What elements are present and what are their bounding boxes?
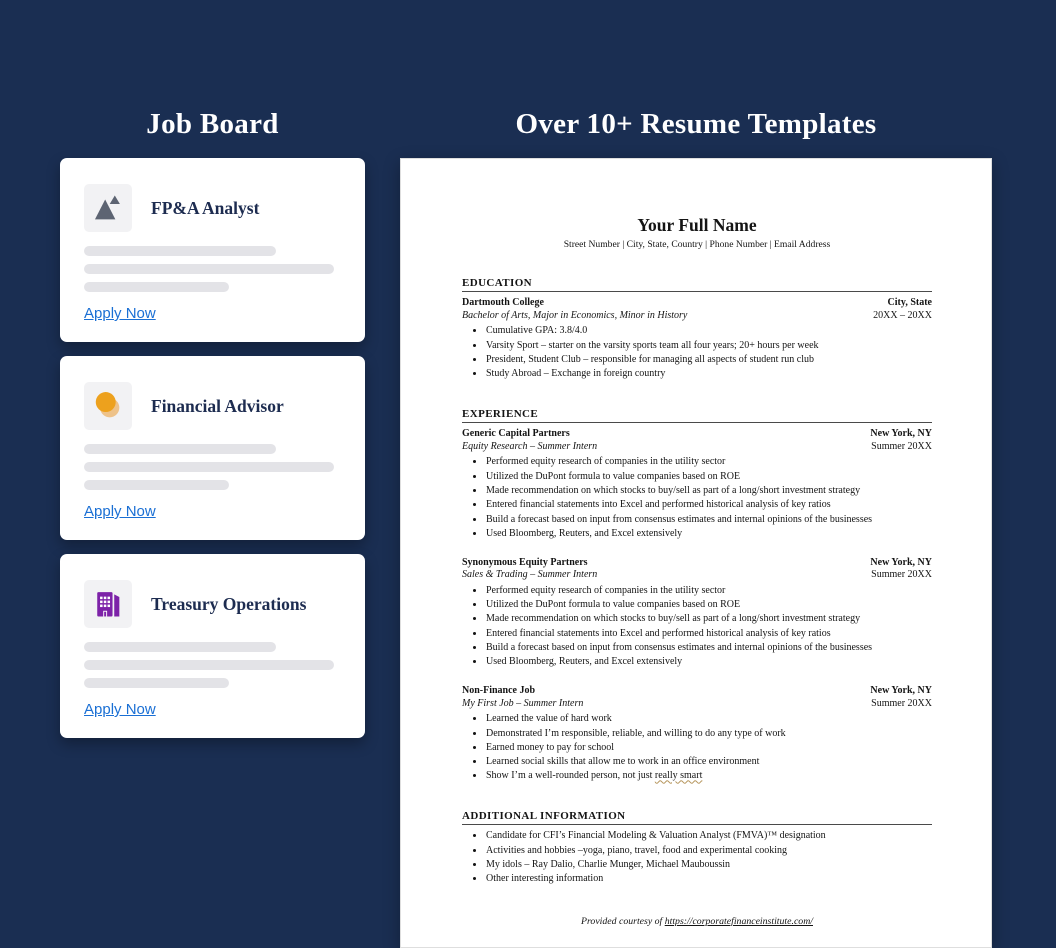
bullet: • Other interesting information xyxy=(485,873,932,886)
bullet: • Used Bloomberg, Reuters, and Excel extensively xyxy=(485,528,932,541)
education-entry xyxy=(462,297,932,381)
job-card-fpa-analyst xyxy=(60,158,365,342)
entry-bullets xyxy=(462,830,932,886)
job-card-treasury-operations xyxy=(60,554,365,738)
experience-entry xyxy=(462,557,932,669)
entry-role: Bachelor of Arts, Major in Economics, Minor in History xyxy=(462,309,688,321)
resume-section-experience xyxy=(462,408,932,783)
bullet: • Made recommendation on which stocks to buy/sell as part of a long/short investment strategy xyxy=(485,613,932,626)
entry-bullets xyxy=(462,325,932,381)
placeholder-text-lines xyxy=(84,444,341,490)
entry-dates: Summer 20XX xyxy=(871,697,932,709)
entry-location: City, State xyxy=(887,297,932,309)
bullet: • Made recommendation on which stocks to buy/sell as part of a long/short investment strategy xyxy=(485,485,932,498)
bullet: • Build a forecast based on input from consensus estimates and internal opinions of the businesses xyxy=(485,514,932,527)
bullet: • My idols – Ray Dalio, Charlie Munger, Michael Mauboussin xyxy=(485,859,932,872)
bullet: • Activities and hobbies –yoga, piano, travel, food and experimental cooking xyxy=(485,845,932,858)
resume-footer xyxy=(462,916,932,927)
bullet: • Learned the value of hard work xyxy=(485,713,932,726)
placeholder-bar xyxy=(84,660,334,670)
bullet xyxy=(485,770,932,783)
bullet: • Used Bloomberg, Reuters, and Excel extensively xyxy=(485,656,932,669)
placeholder-text-lines xyxy=(84,246,341,292)
entry-dates: 20XX – 20XX xyxy=(873,309,932,321)
apply-now-link[interactable]: Apply Now xyxy=(84,305,156,322)
job-title: Financial Advisor xyxy=(151,395,284,416)
job-board-title: Job Board xyxy=(146,108,279,141)
resume-template-preview xyxy=(400,158,992,948)
job-icon-tile xyxy=(84,184,132,232)
placeholder-bar xyxy=(84,264,334,274)
entry-location: New York, NY xyxy=(870,428,932,440)
apply-now-link[interactable]: Apply Now xyxy=(84,701,156,718)
bullet: • Utilized the DuPont formula to value companies based on ROE xyxy=(485,599,932,612)
entry-org: Generic Capital Partners xyxy=(462,428,570,440)
job-title: FP&A Analyst xyxy=(151,197,260,218)
placeholder-bar xyxy=(84,246,276,256)
bullet: • Utilized the DuPont formula to value companies based on ROE xyxy=(485,471,932,484)
bullet: • Entered financial statements into Excel and performed historical analysis of key ratios xyxy=(485,499,932,512)
resume-templates-title: Over 10+ Resume Templates xyxy=(515,108,877,141)
bullet: • Entered financial statements into Excel and performed historical analysis of key ratios xyxy=(485,628,932,641)
placeholder-bar xyxy=(84,282,229,292)
entry-org: Synonymous Equity Partners xyxy=(462,556,588,568)
bullet: • Varsity Sport – starter on the varsity sports team all four years; 20+ hours per week xyxy=(485,340,932,353)
entry-bullets xyxy=(462,456,932,540)
placeholder-bar xyxy=(84,642,276,652)
placeholder-bar xyxy=(84,462,334,472)
resume-section-additional xyxy=(462,810,932,886)
resume-contact-line: Street Number | City, State, Country | Phone Number | Email Address xyxy=(563,239,831,251)
placeholder-bar xyxy=(84,444,276,454)
bullet: • President, Student Club – responsible for managing all aspects of student run club xyxy=(485,354,932,367)
entry-org: Dartmouth College xyxy=(462,297,544,309)
entry-org: Non-Finance Job xyxy=(462,685,536,697)
placeholder-bar xyxy=(84,480,229,490)
bullet-text: Show I’m a well-rounded person, not just xyxy=(486,770,653,782)
entry-location: New York, NY xyxy=(870,556,932,568)
job-card-header xyxy=(84,382,341,430)
bullet: • Study Abroad – Exchange in foreign country xyxy=(485,368,932,381)
section-heading: EXPERIENCE xyxy=(462,408,932,423)
job-card-header xyxy=(84,580,341,628)
job-card-financial-advisor xyxy=(60,356,365,540)
experience-entry xyxy=(462,685,932,783)
entry-bullets xyxy=(462,713,932,783)
resume-section-education xyxy=(462,277,932,381)
cfi-website-link[interactable]: https://corporatefinanceinstitute.com/ xyxy=(664,915,813,927)
resume-content xyxy=(401,159,991,927)
bullet: • Build a forecast based on input from consensus estimates and internal opinions of the businesses xyxy=(485,642,932,655)
job-icon-tile xyxy=(84,580,132,628)
mountain-chart-icon xyxy=(91,191,125,225)
job-icon-tile xyxy=(84,382,132,430)
placeholder-bar xyxy=(84,678,229,688)
entry-location: New York, NY xyxy=(870,685,932,697)
spellcheck-underlined-text: really smart xyxy=(654,770,703,782)
bullet: • Cumulative GPA: 3.8/4.0 xyxy=(485,325,932,338)
job-title: Treasury Operations xyxy=(151,593,307,614)
entry-role: Sales & Trading – Summer Intern xyxy=(462,569,598,581)
resume-name: Your Full Name xyxy=(637,215,757,235)
bullet: • Candidate for CFI’s Financial Modeling & Valuation Analyst (FMVA)™ designation xyxy=(485,830,932,843)
experience-entry xyxy=(462,428,932,540)
bullet: • Performed equity research of companies in the utility sector xyxy=(485,456,932,469)
entry-dates: Summer 20XX xyxy=(871,440,932,452)
entry-dates: Summer 20XX xyxy=(871,569,932,581)
placeholder-text-lines xyxy=(84,642,341,688)
orange-circles-icon xyxy=(91,389,125,423)
bullet: • Learned social skills that allow me to work in an office environment xyxy=(485,756,932,769)
bullet: • Demonstrated I’m responsible, reliable, and willing to do any type of work xyxy=(485,728,932,741)
bullet: • Earned money to pay for school xyxy=(485,742,932,755)
footer-text: Provided courtesy of xyxy=(580,915,663,927)
section-heading: ADDITIONAL INFORMATION xyxy=(462,810,932,825)
section-heading: EDUCATION xyxy=(462,277,932,292)
office-building-icon xyxy=(91,587,125,621)
entry-role: Equity Research – Summer Intern xyxy=(462,440,598,452)
job-card-header xyxy=(84,184,341,232)
entry-bullets xyxy=(462,585,932,669)
bullet: • Performed equity research of companies in the utility sector xyxy=(485,585,932,598)
apply-now-link[interactable]: Apply Now xyxy=(84,503,156,520)
entry-role: My First Job – Summer Intern xyxy=(462,697,584,709)
job-card-list xyxy=(60,158,365,738)
